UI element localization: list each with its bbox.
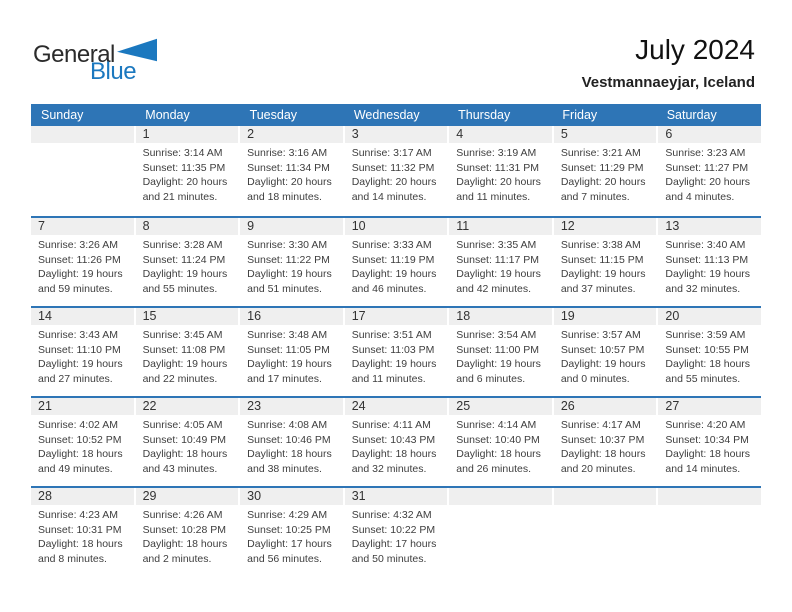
calendar-day-cell-23 [240,398,343,486]
day-info-line: Sunset: 10:28 PM [142,523,227,536]
day-info-line: Sunset: 11:24 PM [142,253,226,266]
day-info-line: Sunrise: 3:43 AM [38,329,118,341]
day-info-line: and 27 minutes. [38,372,113,385]
day-info [554,235,657,296]
page-title: July 2024 [635,34,755,65]
calendar-day-cell-8 [136,218,239,306]
calendar-day-cell-18 [449,308,552,396]
calendar-day-cell-10 [345,218,448,306]
day-info-line: Daylight: 19 hours [247,358,332,370]
day-info-line: Daylight: 18 hours [142,538,228,550]
day-info-line: Sunset: 11:05 PM [247,343,330,356]
calendar-day-cell-21 [31,398,134,486]
day-number: 25 [449,398,552,415]
day-info [449,505,552,508]
day-info-line: Daylight: 20 hours [665,176,751,188]
day-info-line: and 20 minutes. [560,462,636,475]
day-info-line: and 0 minutes. [560,372,630,385]
weekday-header-row [31,104,761,126]
day-info [449,143,552,204]
day-info-line: Sunrise: 3:40 AM [665,239,746,251]
day-info-line: Daylight: 19 hours [247,268,332,280]
day-info-line: and 22 minutes. [142,372,218,385]
day-info-line: and 4 minutes. [665,190,735,203]
day-info-line: Daylight: 19 hours [142,358,228,370]
day-info-line: Daylight: 19 hours [351,358,437,370]
day-info-line: Daylight: 19 hours [560,268,646,280]
day-info-line: Sunrise: 3:26 AM [38,239,118,251]
title-block [582,34,755,91]
calendar-day-cell-2 [240,126,343,216]
calendar-day-cell-empty [31,126,134,216]
calendar-day-cell-17 [345,308,448,396]
calendar-day-cell-28 [31,488,134,576]
logo-text-blue: Blue [90,58,137,85]
day-info-line: Sunrise: 3:23 AM [665,147,746,159]
day-info-line: Daylight: 18 hours [560,448,646,460]
day-number [554,488,657,505]
day-number: 11 [449,218,552,235]
day-info-line: Daylight: 19 hours [456,358,541,370]
day-info-line: Sunrise: 3:21 AM [560,147,641,159]
calendar-day-cell-empty [449,488,552,576]
day-info-line: Daylight: 17 hours [351,538,437,550]
day-number: 23 [240,398,343,415]
day-info [240,325,343,386]
day-number [658,488,761,505]
logo-text-general: General [33,41,115,68]
day-info-line: and 49 minutes. [38,462,113,475]
day-info-line: Sunrise: 3:38 AM [560,239,641,251]
day-info-line: Sunrise: 3:57 AM [560,329,641,341]
day-number: 3 [345,126,448,143]
day-info-line: Sunrise: 3:16 AM [247,147,328,159]
weekday-header-wednesday: Wednesday [353,108,420,122]
day-info-line: Sunset: 11:10 PM [38,343,121,356]
day-info-line: Daylight: 18 hours [665,358,751,370]
day-info-line: and 43 minutes. [142,462,218,475]
day-info-line: and 2 minutes. [142,552,212,565]
day-info-line: Sunset: 11:19 PM [351,253,435,266]
day-info-line: Sunrise: 3:54 AM [456,329,537,341]
day-number: 7 [31,218,134,235]
weekday-header-monday: Monday [145,108,190,122]
day-number: 10 [345,218,448,235]
day-info [658,325,761,386]
day-info-line: Sunrise: 4:14 AM [456,419,537,431]
calendar-day-cell-4 [449,126,552,216]
day-info-line: Sunrise: 3:14 AM [142,147,223,159]
day-info-line: Sunrise: 3:35 AM [456,239,537,251]
day-info [345,325,448,386]
day-info [136,325,239,386]
day-info-line: Daylight: 18 hours [142,448,228,460]
calendar-day-cell-31 [345,488,448,576]
day-info-line: Daylight: 19 hours [38,268,123,280]
weekday-header-tuesday: Tuesday [249,108,298,122]
day-info-line: and 38 minutes. [247,462,322,475]
day-info-line: Sunset: 11:27 PM [665,161,749,174]
calendar-day-cell-25 [449,398,552,486]
day-info [449,235,552,296]
day-number: 2 [240,126,343,143]
page-subtitle: Vestmannaeyjar, Iceland [581,74,755,92]
calendar-day-cell-13 [658,218,761,306]
day-info-line: Sunset: 11:26 PM [38,253,121,266]
day-info-line: Daylight: 19 hours [456,268,541,280]
day-info-line: Daylight: 18 hours [38,448,123,460]
day-info-line: Daylight: 18 hours [351,448,437,460]
day-info-line: and 37 minutes. [560,282,636,295]
calendar-day-cell-5 [554,126,657,216]
calendar-day-cell-6 [658,126,761,216]
calendar-day-cell-14 [31,308,134,396]
day-info-line: Sunset: 11:31 PM [456,161,539,174]
day-info-line: Daylight: 17 hours [247,538,332,550]
day-number: 29 [136,488,239,505]
day-info-line: Sunrise: 4:05 AM [142,419,223,431]
day-number: 21 [31,398,134,415]
day-info-line: and 14 minutes. [351,190,427,203]
day-number: 16 [240,308,343,325]
day-number [31,126,134,143]
day-info-line: Sunset: 10:49 PM [142,433,227,446]
day-info-line: Sunset: 10:22 PM [351,523,436,536]
day-number: 15 [136,308,239,325]
day-info [554,325,657,386]
calendar-day-cell-29 [136,488,239,576]
day-number: 28 [31,488,134,505]
day-info-line: Sunset: 11:03 PM [351,343,435,356]
day-info-line: Sunrise: 3:33 AM [351,239,432,251]
day-info [240,235,343,296]
day-info-line: Daylight: 19 hours [142,268,228,280]
day-info-line: Sunrise: 3:19 AM [456,147,537,159]
day-info-line: Daylight: 18 hours [665,448,751,460]
day-info-line: Sunrise: 4:29 AM [247,509,328,521]
day-number: 20 [658,308,761,325]
day-info-line: and 11 minutes. [456,190,531,203]
day-info-line: Daylight: 20 hours [247,176,332,188]
calendar-day-cell-16 [240,308,343,396]
day-info [449,415,552,476]
day-info [136,235,239,296]
day-info [449,325,552,386]
day-info [31,143,134,146]
day-info [240,415,343,476]
day-info [658,235,761,296]
day-info-line: Sunset: 10:34 PM [665,433,749,446]
day-info-line: Daylight: 20 hours [351,176,437,188]
day-number: 12 [554,218,657,235]
calendar-day-cell-24 [345,398,448,486]
day-info [345,415,448,476]
day-info-line: Sunrise: 3:28 AM [142,239,223,251]
day-number: 27 [658,398,761,415]
weekday-header-saturday: Saturday [666,108,717,122]
day-info-line: Sunset: 10:55 PM [665,343,749,356]
day-info [554,143,657,204]
day-info-line: Sunrise: 4:02 AM [38,419,118,431]
day-number: 17 [345,308,448,325]
day-info-line: Sunrise: 4:32 AM [351,509,432,521]
calendar-day-cell-3 [345,126,448,216]
day-info-line: Daylight: 19 hours [351,268,437,280]
general-blue-logo [33,38,157,84]
day-info-line: and 32 minutes. [665,282,741,295]
day-number: 19 [554,308,657,325]
calendar-day-cell-1 [136,126,239,216]
day-number: 18 [449,308,552,325]
day-info-line: Sunrise: 3:51 AM [351,329,432,341]
day-info-line: and 51 minutes. [247,282,322,295]
calendar-day-cell-12 [554,218,657,306]
day-info-line: Sunset: 10:31 PM [38,523,122,536]
day-info-line: and 8 minutes. [38,552,107,565]
day-number: 4 [449,126,552,143]
day-number: 1 [136,126,239,143]
day-info-line: and 17 minutes. [247,372,322,385]
weekday-header-friday: Friday [562,108,598,122]
day-info-line: Sunrise: 3:17 AM [351,147,432,159]
day-info-line: and 11 minutes. [351,372,426,385]
day-info-line: Sunrise: 3:59 AM [665,329,746,341]
day-info [240,505,343,566]
day-info-line: Sunset: 11:15 PM [560,253,644,266]
day-info-line: Sunrise: 3:30 AM [247,239,328,251]
calendar-table [31,104,761,576]
day-info-line: and 59 minutes. [38,282,113,295]
day-number [449,488,552,505]
day-info-line: and 32 minutes. [351,462,427,475]
day-info-line: Sunset: 10:40 PM [456,433,540,446]
day-info-line: Sunset: 11:17 PM [456,253,539,266]
day-info-line: Daylight: 19 hours [665,268,751,280]
day-info-line: Sunrise: 4:20 AM [665,419,746,431]
day-info-line: Sunset: 11:35 PM [142,161,226,174]
day-number: 26 [554,398,657,415]
calendar-day-cell-15 [136,308,239,396]
day-info-line: and 56 minutes. [247,552,322,565]
calendar-weeks [31,126,761,576]
calendar-day-cell-11 [449,218,552,306]
day-info-line: Sunset: 11:22 PM [247,253,330,266]
day-number: 22 [136,398,239,415]
day-info-line: Sunrise: 4:17 AM [560,419,641,431]
day-info-line: Daylight: 18 hours [456,448,541,460]
day-info-line: and 14 minutes. [665,462,741,475]
day-info-line: and 42 minutes. [456,282,531,295]
weekday-header-sunday: Sunday [41,108,84,122]
calendar-day-cell-20 [658,308,761,396]
day-info-line: Daylight: 19 hours [38,358,123,370]
calendar-day-cell-empty [658,488,761,576]
day-info-line: Sunrise: 3:48 AM [247,329,328,341]
day-number: 24 [345,398,448,415]
day-info-line: Sunset: 11:08 PM [142,343,226,356]
day-number: 31 [345,488,448,505]
day-number: 9 [240,218,343,235]
day-info-line: Sunset: 11:00 PM [456,343,539,356]
calendar-day-cell-30 [240,488,343,576]
day-info [136,415,239,476]
day-info-line: and 7 minutes. [560,190,630,203]
weekday-header-thursday: Thursday [458,108,511,122]
day-info-line: Daylight: 19 hours [560,358,646,370]
day-info-line: Sunset: 11:32 PM [351,161,435,174]
day-info-line: Sunset: 11:34 PM [247,161,330,174]
day-info-line: and 46 minutes. [351,282,427,295]
day-info [31,325,134,386]
calendar-day-cell-19 [554,308,657,396]
day-info-line: and 21 minutes. [142,190,218,203]
day-info-line: and 6 minutes. [456,372,526,385]
calendar-day-cell-7 [31,218,134,306]
week-row-4 [31,396,761,486]
day-info-line: Daylight: 18 hours [38,538,123,550]
day-info-line: Sunrise: 3:45 AM [142,329,223,341]
day-info [31,235,134,296]
day-info [554,415,657,476]
day-info-line: Sunset: 10:43 PM [351,433,436,446]
day-info-line: Daylight: 20 hours [456,176,541,188]
day-number: 5 [554,126,657,143]
day-info-line: Sunset: 10:52 PM [38,433,122,446]
day-info [31,505,134,566]
day-info-line: Sunset: 11:13 PM [665,253,749,266]
day-info-line: and 55 minutes. [142,282,218,295]
day-info [240,143,343,204]
day-number: 13 [658,218,761,235]
calendar-day-cell-9 [240,218,343,306]
week-row-1 [31,126,761,216]
week-row-3 [31,306,761,396]
day-info-line: Daylight: 20 hours [560,176,646,188]
day-info-line: Sunset: 10:46 PM [247,433,331,446]
day-info-line: and 50 minutes. [351,552,427,565]
day-info-line: Daylight: 18 hours [247,448,332,460]
day-info [345,143,448,204]
day-info [658,143,761,204]
day-info-line: and 18 minutes. [247,190,322,203]
calendar-day-cell-22 [136,398,239,486]
day-number: 6 [658,126,761,143]
day-info-line: Sunset: 10:37 PM [560,433,645,446]
day-number: 30 [240,488,343,505]
day-info [136,143,239,204]
day-info-line: Sunrise: 4:23 AM [38,509,118,521]
day-info [554,505,657,508]
day-info-line: and 26 minutes. [456,462,531,475]
day-info [136,505,239,566]
day-info [345,505,448,566]
week-row-2 [31,216,761,306]
day-info-line: Sunrise: 4:08 AM [247,419,328,431]
day-info-line: Sunset: 10:57 PM [560,343,645,356]
day-info-line: and 55 minutes. [665,372,741,385]
day-info [345,235,448,296]
calendar-day-cell-27 [658,398,761,486]
day-info-line: Sunrise: 4:26 AM [142,509,223,521]
day-info-line: Daylight: 20 hours [142,176,228,188]
day-info [658,415,761,476]
calendar-day-cell-empty [554,488,657,576]
day-info [658,505,761,508]
day-info [31,415,134,476]
day-info-line: Sunset: 11:29 PM [560,161,644,174]
day-info-line: Sunset: 10:25 PM [247,523,331,536]
day-number: 14 [31,308,134,325]
calendar-day-cell-26 [554,398,657,486]
day-number: 8 [136,218,239,235]
day-info-line: Sunrise: 4:11 AM [351,419,431,431]
week-row-5 [31,486,761,576]
